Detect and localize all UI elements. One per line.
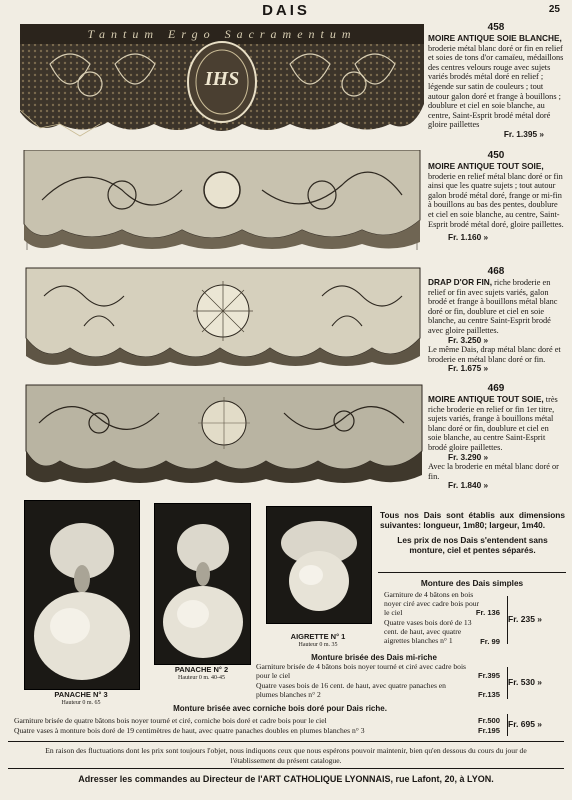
plume-height: Hauteur 0 m. 40-45 xyxy=(178,675,225,681)
row-text: Garniture brisée de quatre bâtons bois noyer tourné et ciré, corniche bois doré et cadre bois pour le ciel xyxy=(14,716,327,725)
item-alt-text: Le même Dais, drap métal blanc doré et broderie en métal blanc doré or fin. xyxy=(428,345,561,364)
panache-2-photo xyxy=(154,503,251,665)
monture-mi-riche-row-1 xyxy=(256,662,466,680)
item-body: broderie en relief métal blanc doré or fin ainsi que les quatre sujets ; tout autour galon brodé métal doré, frange or mi-fin à bouillons au bas des pentes, doublure et ciel en soie blanche, au centre, Saint-Esprit brodé métal doré, gloire paillettes. xyxy=(428,171,564,229)
item-body: riche broderie en relief or fin avec sujets variés, galon brodé et frange à bouillons métal blanc doré or fin, doublure et ciel en soie blanche, au centre Saint-Esprit brodé avec gloire paillettes. xyxy=(428,278,558,335)
panache-2-caption xyxy=(154,665,249,683)
row-text: Garniture brisée de 4 bâtons bois noyer tourné et ciré avec cadre bois pour le ciel xyxy=(256,662,467,680)
item-body: très riche broderie en relief or fin 1er titre, sujets variés, frange à bouillons métal blanc doré or fin, doublure et ciel en soie blanche, au centre Saint-Esprit brodé gloire paillettes. xyxy=(428,395,558,452)
monture-mi-riche-title: Monture brisée des Dais mi-riche xyxy=(311,653,437,662)
page-title: DAIS xyxy=(262,2,310,19)
monture-riche-title: Monture brisée avec corniche bois doré pour Dais riche. xyxy=(173,704,387,713)
dimensions-line-1: Tous nos Dais sont établis aux dimensions suivantes: longueur, 1m80; largeur, 1m40. xyxy=(380,510,565,530)
item-lead: MOIRE ANTIQUE TOUT SOIE, xyxy=(428,394,544,404)
banner-469 xyxy=(24,383,424,487)
item-number: 458 xyxy=(487,22,505,33)
banner-458 xyxy=(20,24,424,138)
panache-3-illustration xyxy=(25,501,139,689)
monture-riche-row-2 xyxy=(14,726,464,735)
item-469-description xyxy=(428,383,564,491)
item-lead: MOIRE ANTIQUE TOUT SOIE, xyxy=(428,161,544,171)
monture-simples-row-2 xyxy=(384,618,480,645)
monture-mi-riche-row-2 xyxy=(256,681,466,699)
item-price: Fr. 3.290 » xyxy=(448,451,489,462)
row-text: Quatre vases bois doré de 13 cent. de haut, avec quatre aigrettes blanches n° 1 xyxy=(384,618,472,645)
monture-simples-row-1-price: Fr. 136 xyxy=(475,608,500,617)
plume-height: Hauteur 0 m. 65 xyxy=(61,700,101,706)
item-number: 469 xyxy=(487,383,505,394)
item-number: 450 xyxy=(487,150,505,161)
monture-simples-row-2-price: Fr. 99 xyxy=(480,637,500,646)
canopy-469-illustration xyxy=(24,383,424,487)
item-number: 468 xyxy=(487,266,505,277)
monture-mi-riche-row-1-price: Fr.395 xyxy=(478,671,500,680)
monture-simples-row-1 xyxy=(384,590,480,617)
dimensions-line-2: Les prix de nos Dais s'entendent sans monture, ciel et pentes séparés. xyxy=(397,535,548,555)
item-lead: DRAP D'OR FIN, xyxy=(428,277,493,287)
item-alt-price: Fr. 1.675 » xyxy=(448,363,489,374)
item-price: Fr. 1.395 » xyxy=(503,128,544,139)
banner-468 xyxy=(24,266,422,370)
item-body: broderie métal blanc doré or fin en relief et soies de tons d'or camaïeu, médaillons des centres velours rouge avec sujets variés brodés métal doré en relief ; légende sur satin de couleurs ; tout autour galon doré et frange à bouillons ; doublure et ciel en soie blanche, au centre, Saint-Esprit brodé métal doré gloire paillettes xyxy=(428,43,564,130)
monture-riche-row-1 xyxy=(14,716,464,725)
monture-riche-row-1-price: Fr.500 xyxy=(478,716,500,725)
item-price: Fr. 3.250 » xyxy=(448,334,489,345)
plume-height: Hauteur 0 m. 35 xyxy=(298,642,338,648)
order-address: Adresser les commandes au Directeur de l'ART CATHOLIQUE LYONNAIS, rue Lafont, 20, à LYON. xyxy=(78,774,494,784)
row-text: Quatre vases bois de 16 cent. de haut, avec quatre panaches en plumes blanches n° 2 xyxy=(256,681,446,699)
banner-450 xyxy=(22,150,422,253)
page-number: 25 xyxy=(548,4,560,15)
plume-name: PANACHE N° 2 xyxy=(174,665,229,674)
aigrette-1-caption xyxy=(266,632,370,650)
item-450-description xyxy=(428,150,564,243)
divider xyxy=(8,768,564,769)
dimensions-note xyxy=(380,510,565,555)
panache-3-caption xyxy=(24,690,138,708)
item-468-description xyxy=(428,266,564,374)
plume-name: PANACHE N° 3 xyxy=(54,690,108,699)
item-lead: MOIRE ANTIQUE SOIE BLANCHE, xyxy=(428,33,562,43)
divider xyxy=(8,741,564,742)
aigrette-1-illustration xyxy=(267,507,371,623)
plume-name: AIGRETTE N° 1 xyxy=(290,632,346,641)
panache-2-illustration xyxy=(155,504,250,664)
monture-mi-riche-total: Fr. 530 » xyxy=(508,677,543,687)
aigrette-1-photo xyxy=(266,506,372,624)
monture-simples-title: Monture des Dais simples xyxy=(420,578,524,588)
banner-458-legend: Tantum Ergo Sacramentum xyxy=(87,27,357,41)
item-alt-text: Avec la broderie en métal blanc doré or fin. xyxy=(428,462,559,481)
monture-mi-riche-row-2-price: Fr.135 xyxy=(478,690,500,699)
item-price: Fr. 1.160 » xyxy=(448,232,489,243)
monture-riche-row-2-price: Fr.195 xyxy=(478,726,500,735)
canopy-468-illustration xyxy=(24,266,422,370)
monture-riche-total: Fr. 695 » xyxy=(508,719,543,729)
panache-3-photo xyxy=(24,500,140,690)
item-alt-price: Fr. 1.840 » xyxy=(448,480,489,491)
canopy-450-illustration xyxy=(22,150,422,253)
monture-simples-total: Fr. 235 » xyxy=(508,614,543,624)
price-notice: En raison des fluctuations dont les prix sont toujours l'objet, nous indiquons ceux que nous espérons pouvoir maintenir, bien qu'en dessous du cours du jour de l'établissement du présent catalogue. xyxy=(45,746,527,765)
divider xyxy=(378,572,566,573)
item-458-description xyxy=(428,22,564,140)
row-text: Quatre vases à monture bois doré de 19 centimètres de haut, avec quatre panaches doubles en plumes blanches n° 3 xyxy=(14,726,365,735)
banner-458-monogram: IHS xyxy=(204,68,240,90)
row-text: Garniture de 4 bâtons en bois noyer ciré avec cadre bois pour le ciel xyxy=(384,590,480,617)
